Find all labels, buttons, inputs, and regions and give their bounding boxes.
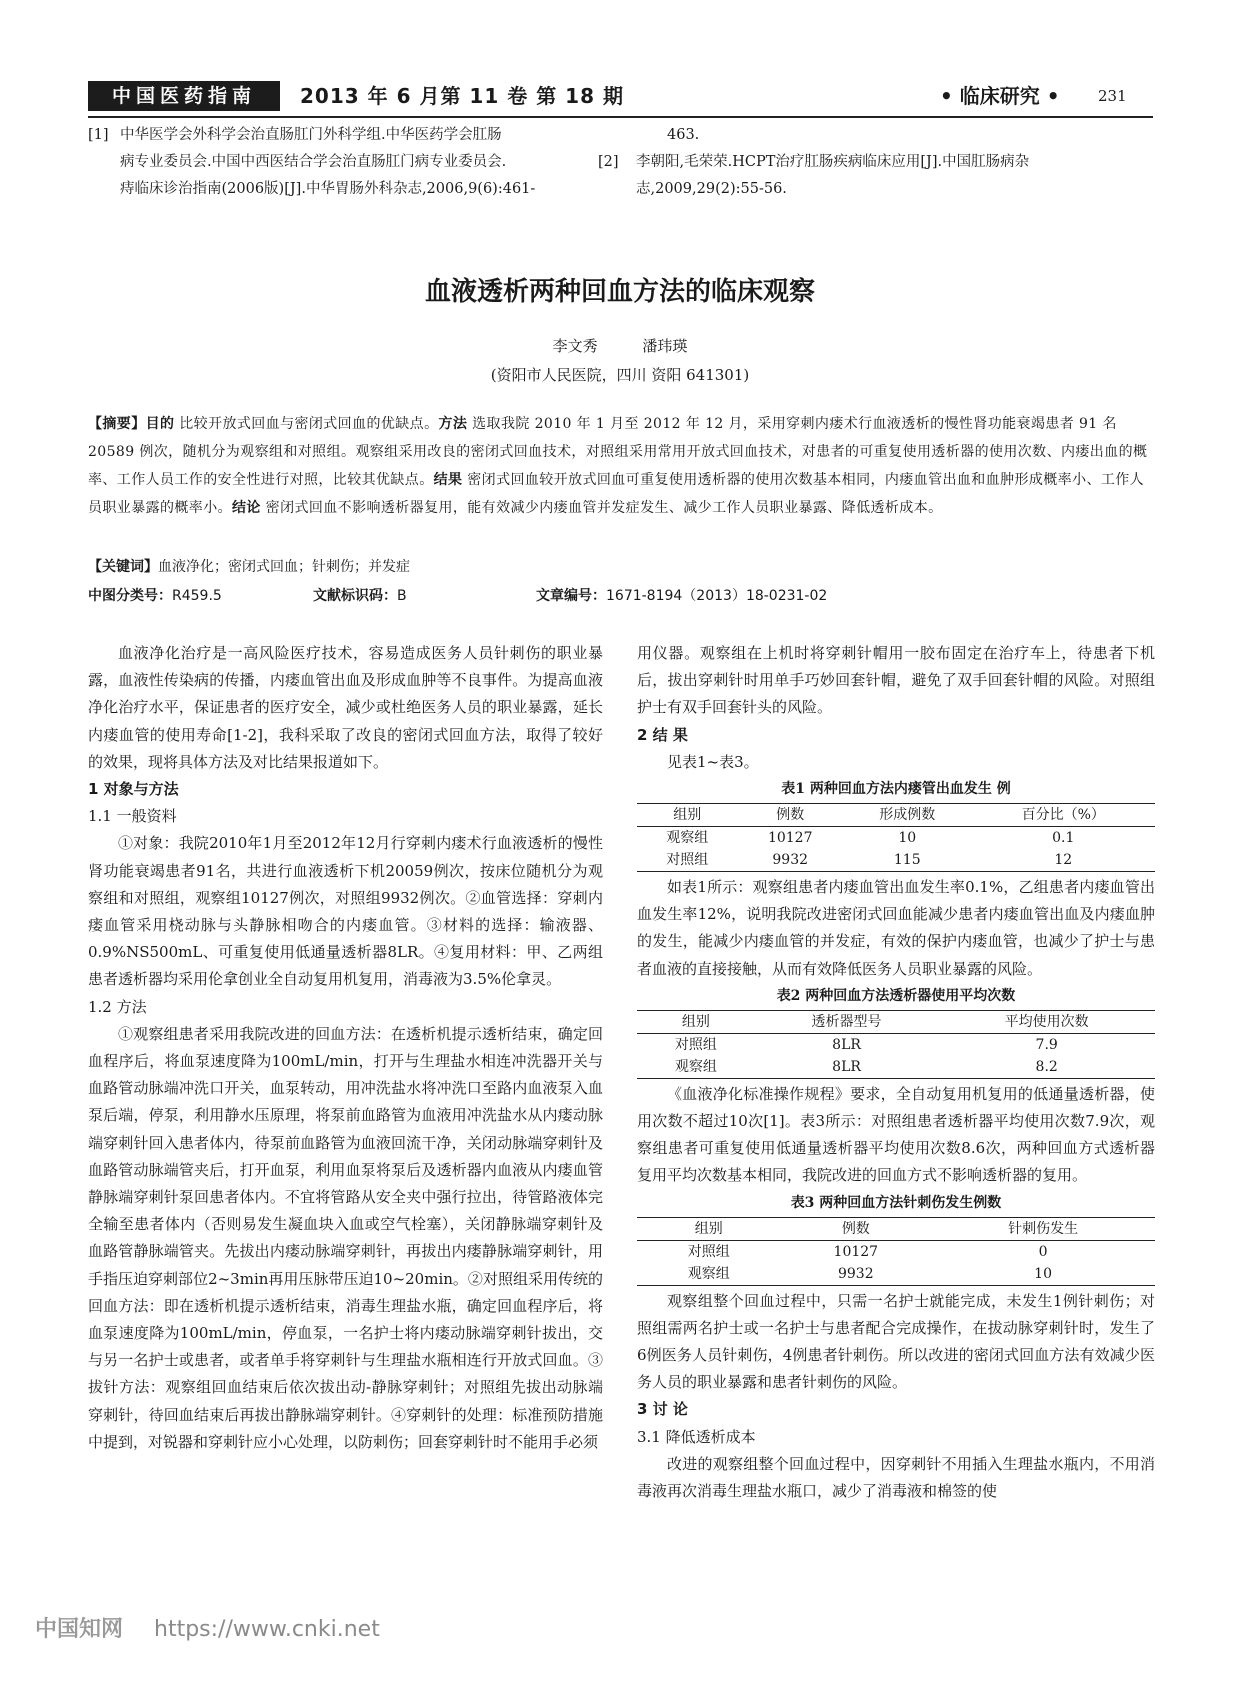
table-cell: 观察组: [687, 1265, 730, 1282]
clc-label: 中图分类号：: [88, 588, 172, 604]
section-heading: 3 讨 论: [637, 1400, 688, 1419]
table-2: [637, 1010, 1155, 1079]
reference-number: [2]: [598, 154, 619, 170]
table-cell: 10127: [767, 830, 813, 847]
keywords-label: 【关键词】: [88, 559, 158, 575]
reference-1: [88, 122, 598, 203]
table-cell: 10: [898, 830, 917, 847]
section-heading: 2 结 果: [637, 725, 688, 744]
reference-line: 463.: [667, 127, 700, 143]
paragraph: 用仪器。观察组在上机时将穿刺针帽用一胶布固定在治疗车上，待患者下机后，拔出穿刺针时用单手巧妙回套针帽，避免了双手回套针帽的风险。对照组护士有双手回套针头的风险。: [637, 644, 1155, 717]
subsection-heading: 3.1 降低透析成本: [637, 1427, 756, 1446]
table-header: 针刺伤发生: [1008, 1220, 1079, 1237]
table-header: 例数: [841, 1220, 870, 1237]
paragraph: 改进的观察组整个回血过程中，因穿刺针不用插入生理盐水瓶内，不用消毒液再次消毒生理盐水瓶口，减少了消毒液和棉签的使: [637, 1454, 1155, 1501]
table-cell: 对照组: [674, 1036, 717, 1053]
table-cell: 8.2: [1035, 1058, 1058, 1075]
classification-line: [88, 582, 1153, 610]
affiliation: (资阳市人民医院，四川 资阳 641301): [490, 366, 750, 384]
table-caption: 表3 两种回血方法针刺伤发生例数: [790, 1194, 1002, 1211]
method-label: 方法: [438, 416, 468, 432]
article-no-label: 文章编号：: [536, 588, 606, 604]
table-1: [637, 803, 1155, 872]
issue-info: 2013 年 6 月第 11 卷 第 18 期: [300, 84, 624, 108]
keywords-text: 血液净化；密闭式回血；针刺伤；并发症: [158, 559, 410, 575]
table-cell: 7.9: [1035, 1036, 1058, 1053]
table-row: [637, 1056, 1155, 1079]
section-label: • 临床研究 •: [940, 84, 1060, 108]
table-cell: 对照组: [666, 852, 709, 869]
table-cell: 观察组: [674, 1058, 717, 1075]
article-title: 血液透析两种回血方法的临床观察: [424, 277, 815, 307]
table-cell: 115: [893, 852, 921, 869]
table-cell: 10127: [833, 1243, 879, 1260]
reference-1-cont: [636, 122, 1156, 149]
table-header: 形成例数: [879, 807, 936, 824]
abstract-purpose: 比较开放式回血与密闭式回血的优缺点。: [179, 416, 439, 432]
table-header: 透析器型号: [811, 1013, 882, 1030]
table-row: [637, 827, 1155, 850]
reference-line: 李朝阳,毛荣荣.HCPT治疗肛肠疾病临床应用[J].中国肛肠病杂: [636, 154, 1030, 170]
table-cell: 12: [1054, 852, 1073, 869]
table-header: 组别: [694, 1220, 723, 1237]
table-cell: 8LR: [832, 1036, 861, 1053]
body-left-column: [88, 640, 603, 1580]
cnki-footer: [35, 1612, 380, 1648]
table-caption: 表1 两种回血方法内瘘管出血发生 例: [781, 781, 1011, 798]
table-header: 组别: [673, 807, 702, 824]
keywords: [88, 553, 1153, 581]
paragraph: 观察组整个回血过程中，只需一名护士就能完成，未发生1例针刺伤；对照组需两名护士或一名护士与患者配合完成操作，在拔动脉穿刺针时，发生了6例医务人员针刺伤，4例患者针刺伤。所以改进的密闭式回血方法有效减少医务人员的职业暴露和患者针刺伤的风险。: [637, 1291, 1155, 1392]
section-heading: 1 对象与方法: [88, 780, 179, 799]
paragraph: ①观察组患者采用我院改进的回血方法：在透析机提示透析结束，确定回血程序后，将血泵速度降为100mL/min，打开与生理盐水相连冲洗器开关与血路管动脉端冲洗口开关，血泵转动，用冲洗盐水将冲洗口至路内血液泵入血泵后端，停泵，利用静水压原理，将泵前血路管为血液用冲洗盐水从内瘘动脉端穿刺针回入患者体内，待泵前血路管为血液回流干净，关闭动脉端穿刺针及血路管动脉端管夹后，打开血泵，利用血泵将泵后及透析器内血液从内瘘血管静脉端穿刺针泵回患者体内。不宜将管路从安全夹中强行拉出，待管路液体完全输至患者体内（否则易发生凝血块入血或空气栓塞），关闭静脉端穿刺针及血路管静脉端管夹。先拔出内瘘动脉端穿刺针，再拔出内瘘静脉端穿刺针，用手指压迫穿刺部位2~3min再用压脉带压迫10~20min。②对照组采用传统的回血方法：即在透析机提示透析结束，消毒生理盐水瓶，确定回血程序后，将血泵速度降为100mL/min，停血泵，一名护士将内瘘动脉端穿刺针拔出，交与另一名护士或患者，或者单手将穿刺针与生理盐水瓶相连行开放式回血。③拔针方法：观察组回血结束后依次拔出动-静脉穿刺针；对照组先拔出动脉端穿刺针，待回血结束后再拔出静脉端穿刺针。④穿刺针的处理：标准预防措施中提到，对锐器和穿刺针应小心处理，以防刺伤；回套穿刺针时不能用手必须: [88, 1024, 603, 1451]
table-row: [637, 849, 1155, 872]
reference-line: 志,2009,29(2):55-56.: [636, 181, 787, 197]
abstract: [88, 410, 1153, 522]
paragraph: 《血液净化标准操作规程》要求，全自动复用机复用的低通量透析器，使用次数不超过10次[1]。表3所示：对照组患者透析器平均使用次数7.9次，观察组患者可重复使用低通量透析器平均使用次数8.6次，两种回血方式透析器复用平均次数基本相同，我院改进的回血方式不影响透析器的复用。: [637, 1084, 1155, 1185]
table-cell: 对照组: [687, 1243, 730, 1260]
subsection-heading: 1.2 方法: [88, 997, 147, 1016]
result-label: 结果: [433, 472, 463, 488]
table-row: [637, 1240, 1155, 1263]
table-row: [637, 1263, 1155, 1286]
abstract-label: 【摘要】: [88, 416, 146, 432]
reference-number: [1]: [88, 127, 109, 143]
reference-2: [598, 149, 1158, 203]
article-no-value: 1671-8194（2013）18-0231-02: [606, 588, 828, 604]
intro-paragraph: 血液净化治疗是一高风险医疗技术，容易造成医务人员针刺伤的职业暴露，血液性传染病的传播，内瘘血管出血及形成血肿等不良事件。为提高血液净化治疗水平，保证患者的医疗安全，减少或杜绝医务人员的职业暴露，延长内瘘血管的使用寿命[1-2]，我科采取了改良的密闭式回血方法，取得了较好的效果，现将具体方法及对比结果报道如下。: [88, 644, 603, 771]
table-header: 百分比（%）: [1021, 807, 1105, 824]
reference-line: 痔临床诊治指南(2006版)[J].中华胃肠外科杂志,2006,9(6):461-: [120, 181, 536, 197]
table-cell: 观察组: [666, 830, 709, 847]
cnki-url[interactable]: https://www.cnki.net: [154, 1617, 380, 1642]
abstract-method: 选取我院 2010 年 1 月至 2012 年 12 月，采用穿刺内瘘术行血液透析的慢性肾功能衰竭患者 91 名 20589 例次，随机分为观察组和对照组。观察组采用改良的密闭式回血技术，对照组采用常用开放式回血技术，对患者的可重复使用透析器的使用次数、内瘘出血的概率、工作人员工作的安全性进行对照，比较其优缺点。: [88, 416, 1148, 488]
authors: 李文秀 潘玮瑛: [552, 337, 688, 355]
doc-code-value: B: [397, 588, 407, 604]
purpose-label: 目的: [145, 416, 175, 432]
header-rule: [88, 116, 1153, 118]
table-caption: 表2 两种回血方法透析器使用平均次数: [776, 987, 1016, 1004]
table-cell: 8LR: [832, 1058, 861, 1075]
reference-line: 中华医学会外科学会治直肠肛门外科学组.中华医药学会肛肠: [120, 127, 502, 143]
abstract-conclusion: 密闭式回血不影响透析器复用，能有效减少内瘘血管并发症发生、减少工作人员职业暴露、降低透析成本。: [265, 500, 943, 516]
journal-badge: 中国医药指南: [88, 81, 280, 111]
table-cell: 9932: [772, 852, 809, 869]
table-cell: 10: [1034, 1265, 1052, 1282]
cnki-logo: 中国知网: [35, 1617, 124, 1642]
table-header: 例数: [776, 807, 805, 824]
subsection-heading: 1.1 一般资料: [88, 807, 177, 826]
table-header: 平均使用次数: [1004, 1013, 1089, 1030]
table-cell: 0: [1038, 1243, 1048, 1260]
paragraph: ①对象：我院2010年1月至2012年12月行穿刺内瘘术行血液透析的慢性肾功能衰竭患者91名，共进行血液透析下机20059例次，按床位随机分为观察组和对照组，观察组10127例次，对照组9932例次。②血管选择：穿刺内瘘血管采用桡动脉与头静脉相吻合的内瘘血管。③材料的选择：输液器、0.9%NS500mL、可重复使用低通量透析器8LR。④复用材料：甲、乙两组患者透析器均采用伦拿创业全自动复用机复用，消毒液为3.5%伦拿灵。: [88, 834, 603, 989]
table-header: 组别: [681, 1013, 710, 1030]
paragraph: 如表1所示：观察组患者内瘘血管出血发生率0.1%，乙组患者内瘘血管出血发生率12%，说明我院改进密闭式回血能减少患者内瘘血管出血及内瘘血肿的发生，能减少内瘘血管的并发症，有效的保护内瘘血管，也减少了护士与患者血液的直接接触，从而有效降低医务人员职业暴露的风险。: [637, 878, 1155, 978]
abstract-result: 密闭式回血较开放式回血可重复使用透析器的使用次数基本相同，内瘘血管出血和血肿形成概率小、工作人员职业暴露的概率小。: [88, 472, 1145, 516]
table-cell: 0.1: [1052, 830, 1075, 847]
paragraph: 见表1~表3。: [667, 752, 759, 771]
table-cell: 9932: [837, 1265, 874, 1282]
table-3: [637, 1217, 1155, 1286]
doc-code-label: 文献标识码：: [313, 588, 397, 604]
body-right-column: [637, 640, 1155, 1580]
page-number: 231: [1098, 87, 1127, 105]
clc-value: R459.5: [172, 588, 222, 604]
conclusion-label: 结论: [232, 500, 261, 516]
table-row: [637, 1033, 1155, 1056]
reference-line: 病专业委员会.中国中西医结合学会治直肠肛门病专业委员会.: [120, 154, 507, 170]
